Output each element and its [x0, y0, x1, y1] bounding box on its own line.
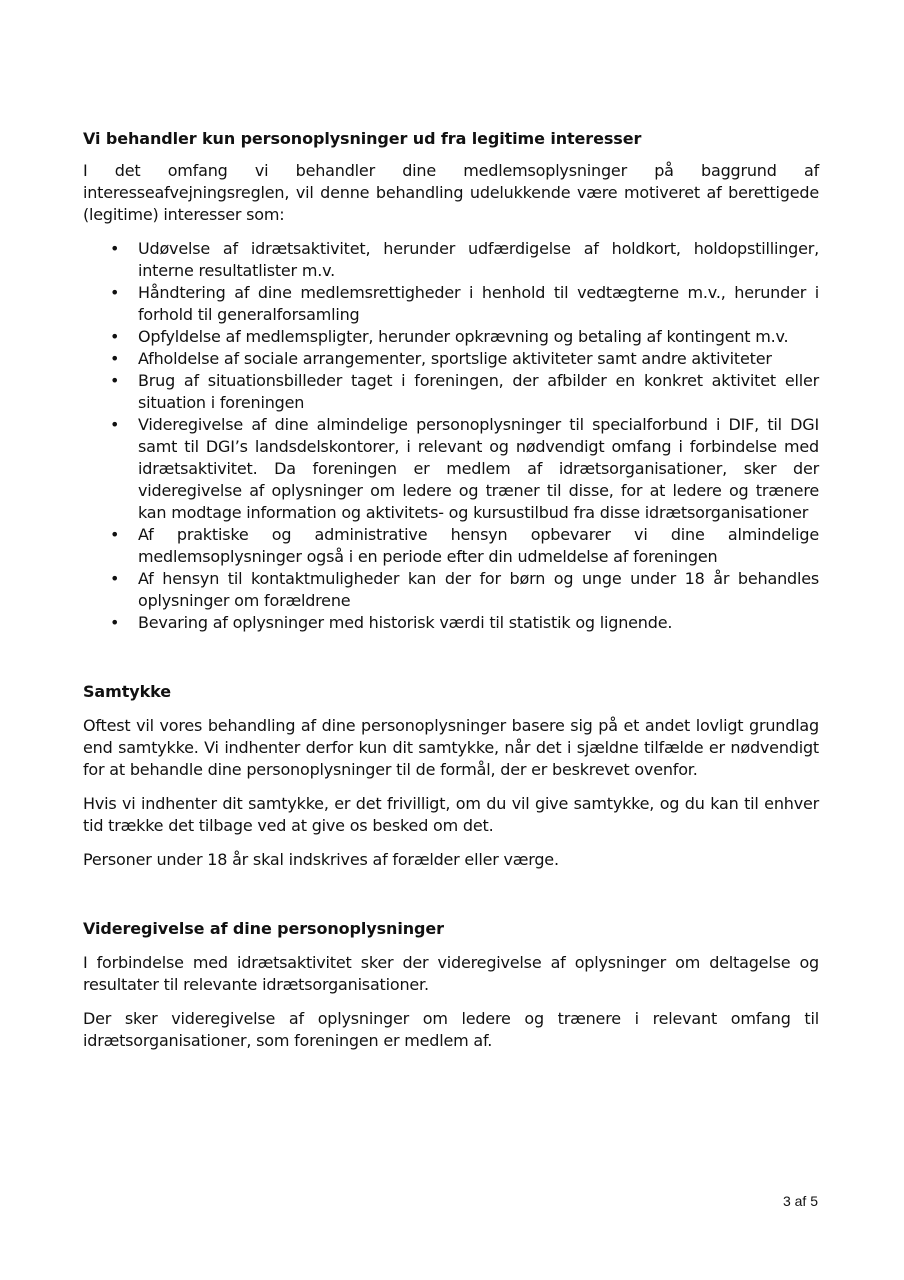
list-item-text: Bevaring af oplysninger med historisk værdi til statistik og lignende.	[138, 613, 673, 632]
list-item	[83, 238, 819, 282]
list-item	[83, 370, 819, 414]
consent-paragraph: Oftest vil vores behandling af dine personoplysninger basere sig på et andet lovligt grundlag end samtykke. Vi indhenter derfor kun dit samtykke, når det i sjældne tilfælde er nødvendigt for at behandle dine personoplysninger til de formål, der er beskrevet ovenfor.	[83, 716, 819, 779]
bullet-icon: •	[110, 415, 120, 434]
bullet-icon: •	[110, 239, 120, 258]
list-item	[83, 326, 819, 348]
bullet-icon: •	[110, 569, 120, 588]
list-item-text: Af hensyn til kontaktmuligheder kan der for børn og unge under 18 år behandles oplysninger om forældrene	[138, 569, 819, 610]
bullet-icon: •	[110, 525, 120, 544]
list-item-text: Brug af situationsbilleder taget i foreningen, der afbilder en konkret aktivitet eller situation i foreningen	[138, 371, 819, 412]
bullet-icon: •	[110, 371, 120, 390]
bullet-icon: •	[110, 613, 120, 632]
list-item	[83, 612, 819, 634]
disclosure-paragraph: I forbindelse med idrætsaktivitet sker der videregivelse af oplysninger om deltagelse og resultater til relevante idrætsorganisationer.	[83, 953, 819, 994]
list-item	[83, 568, 819, 612]
legitimate-interests-list	[83, 238, 819, 634]
bullet-icon: •	[110, 283, 120, 302]
list-item-text: Af praktiske og administrative hensyn opbevarer vi dine almindelige medlemsoplysninger også i en periode efter din udmeldelse af foreningen	[138, 525, 819, 566]
section-heading-legitimate-interests: Vi behandler kun personoplysninger ud fra legitime interesser	[83, 129, 642, 148]
bullet-icon: •	[110, 349, 120, 368]
list-item-text: Udøvelse af idrætsaktivitet, herunder udfærdigelse af holdkort, holdopstillinger, interne resultatlister m.v.	[138, 239, 819, 280]
section-heading-disclosure: Videregivelse af dine personoplysninger	[83, 919, 444, 938]
section-heading-consent: Samtykke	[83, 682, 171, 701]
consent-paragraph: Personer under 18 år skal indskrives af forælder eller værge.	[83, 850, 559, 869]
list-item-text: Opfyldelse af medlemspligter, herunder opkrævning og betaling af kontingent m.v.	[138, 327, 789, 346]
page-content	[83, 128, 819, 1052]
list-item-text: Videregivelse af dine almindelige personoplysninger til specialforbund i DIF, til DGI samt til DGI’s landsdelskontorer, i relevant og nødvendigt omfang i forbindelse med idrætsaktivitet. Da foreningen er medlem af idrætsorganisationer, sker der videregivelse af oplysninger om ledere og træner til disse, for at ledere og trænere kan modtage information og aktivitets- og kursustilbud fra disse idrætsorganisationer	[138, 415, 819, 522]
page-number: 3 af 5	[782, 1193, 818, 1209]
list-item	[83, 348, 819, 370]
list-item	[83, 414, 819, 524]
list-item	[83, 282, 819, 326]
list-item-text: Håndtering af dine medlemsrettigheder i henhold til vedtægterne m.v., herunder i forhold til generalforsamling	[138, 283, 819, 324]
list-item	[83, 524, 819, 568]
consent-paragraph: Hvis vi indhenter dit samtykke, er det frivilligt, om du vil give samtykke, og du kan til enhver tid trække det tilbage ved at give os besked om det.	[83, 794, 819, 835]
bullet-icon: •	[110, 327, 120, 346]
section-intro-paragraph: I det omfang vi behandler dine medlemsoplysninger på baggrund af interesseafvejningsreglen, vil denne behandling udelukkende være motiveret af berettigede (legitime) interesser som:	[83, 161, 819, 224]
list-item-text: Afholdelse af sociale arrangementer, sportslige aktiviteter samt andre aktiviteter	[138, 349, 772, 368]
disclosure-paragraph: Der sker videregivelse af oplysninger om ledere og trænere i relevant omfang til idrætsorganisationer, som foreningen er medlem af.	[83, 1009, 819, 1050]
